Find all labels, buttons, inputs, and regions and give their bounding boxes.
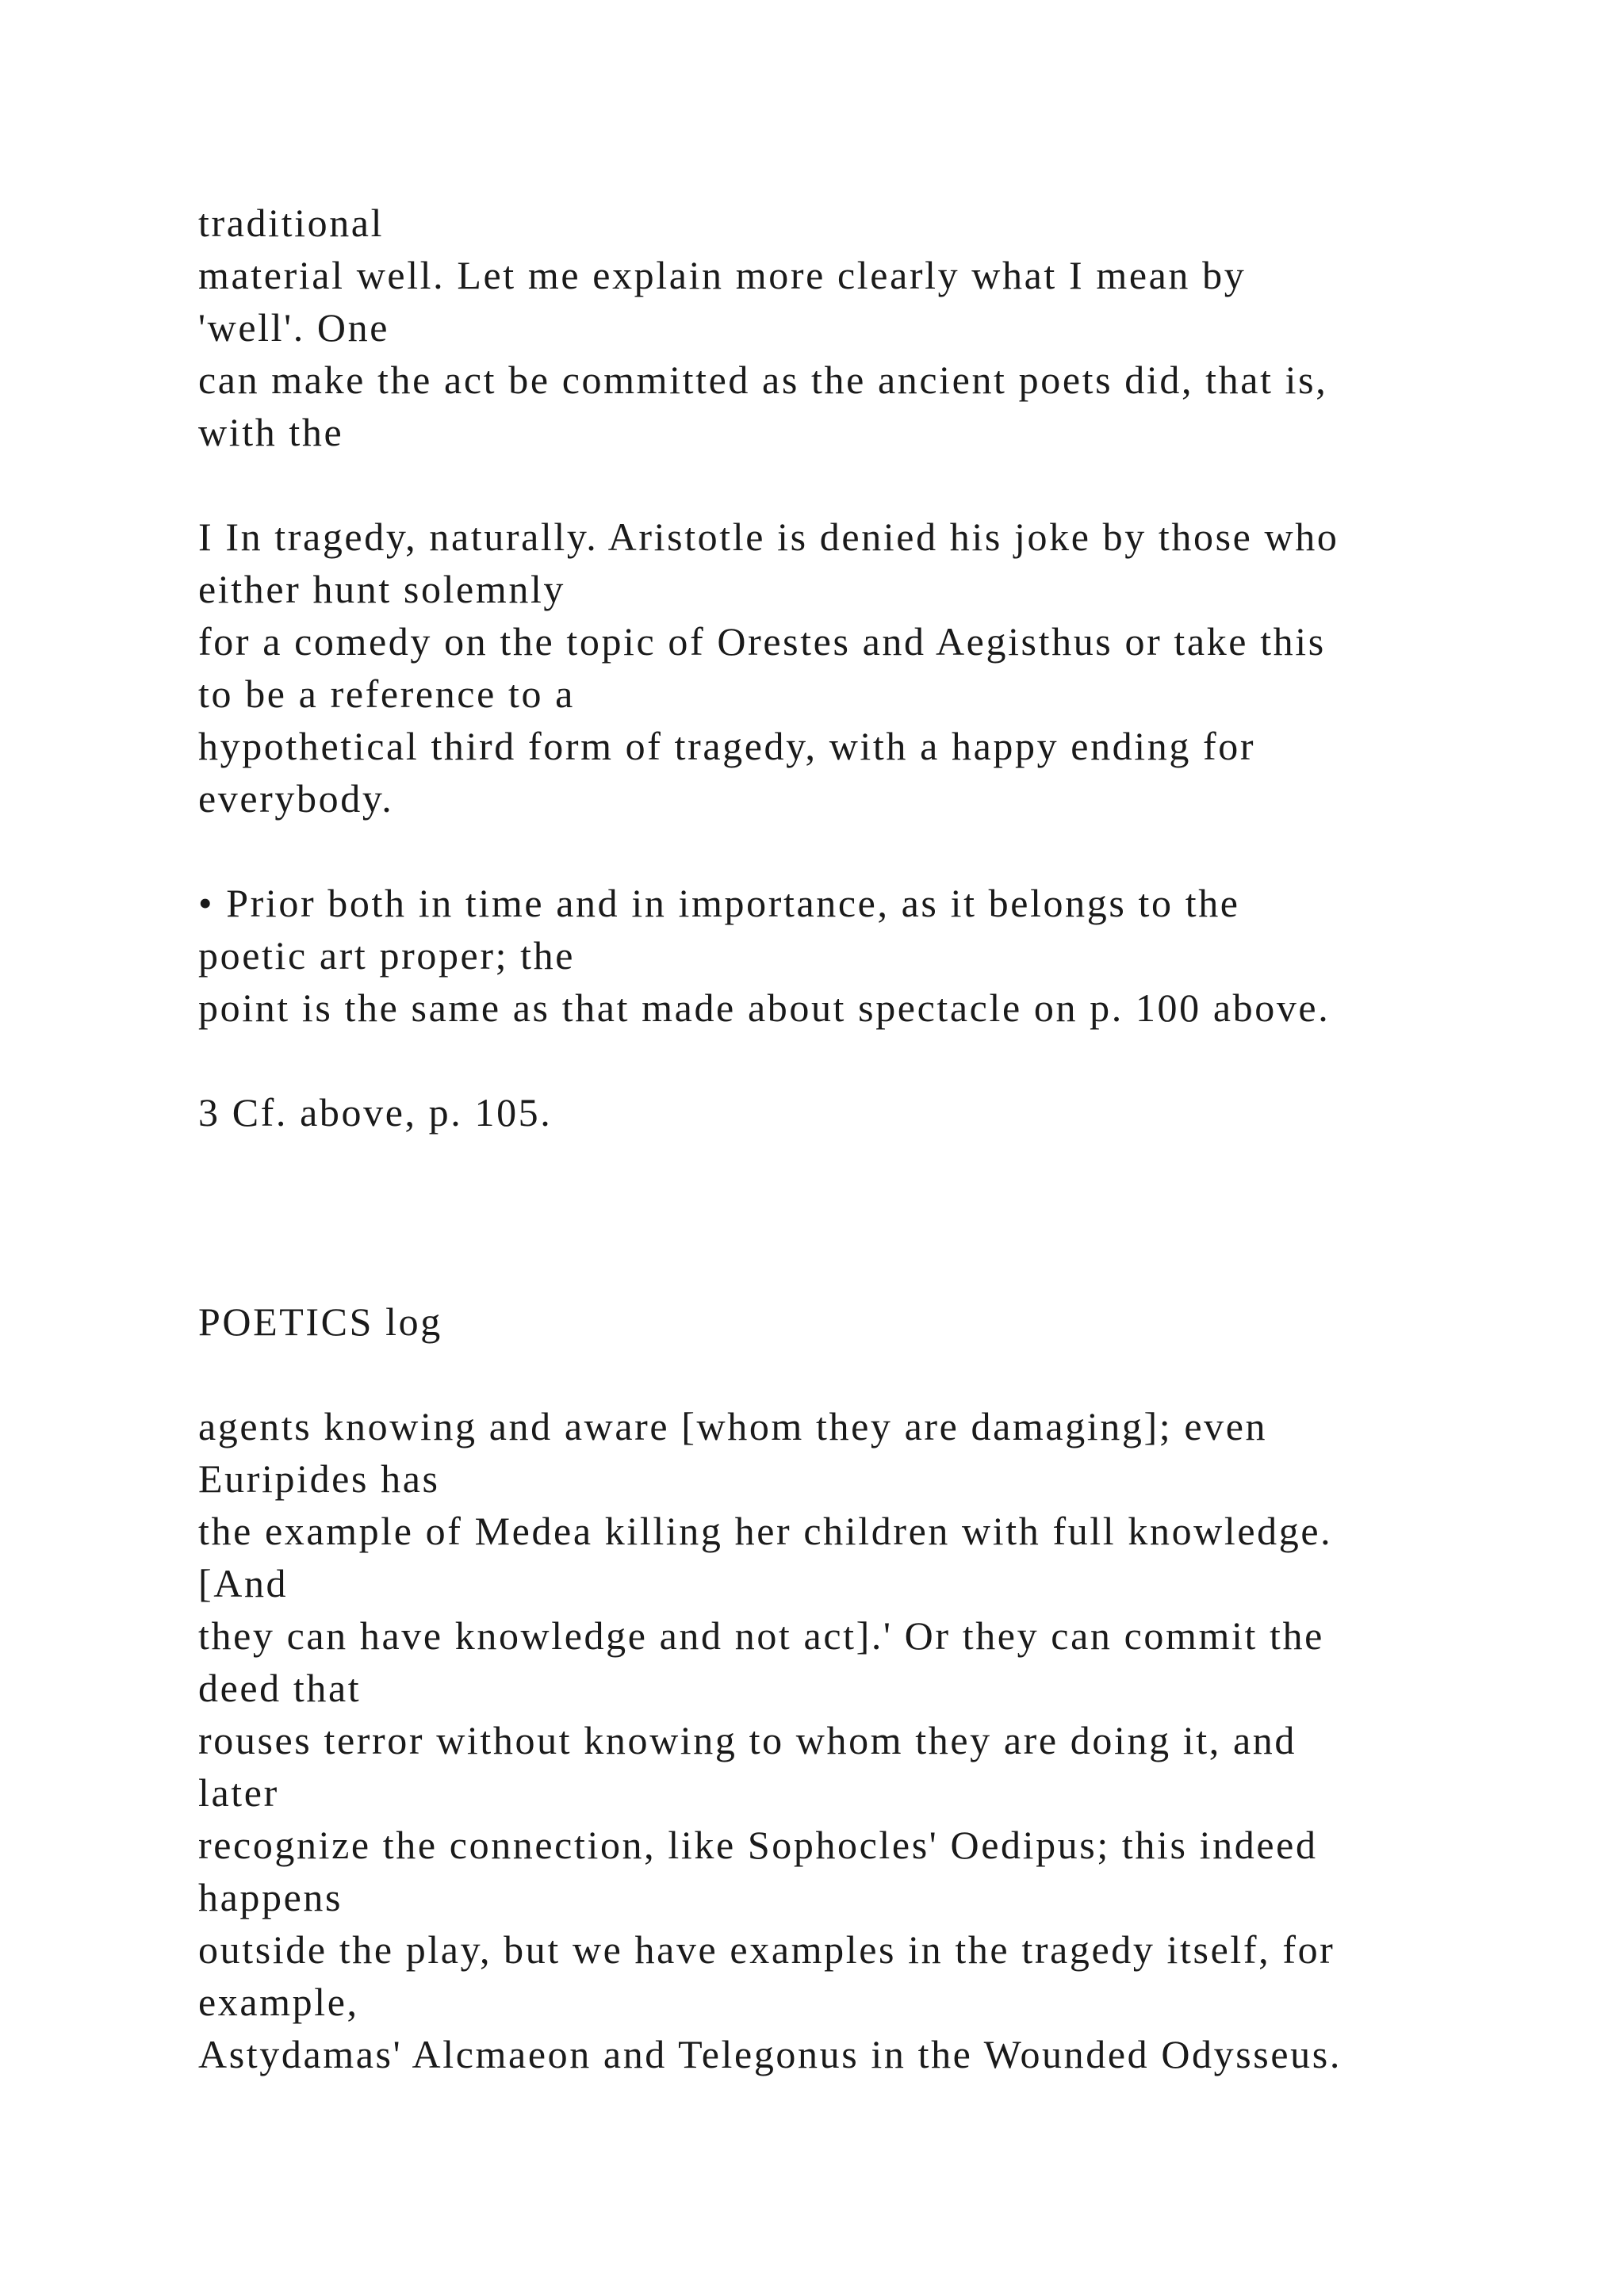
text-line: the example of Medea killing her children with full knowledge. [198,1509,1333,1553]
text-line: Euripides has [198,1456,440,1501]
footnote-line: I In tragedy, naturally. Aristotle is denied his joke by those who [198,515,1339,559]
text-line: later [198,1770,279,1815]
text-line: deed that [198,1666,362,1710]
text-line: material well. Let me explain more clearly what I mean by [198,253,1247,297]
text-line: outside the play, but we have examples in the tragedy itself, for [198,1927,1335,1972]
text-line: can make the act be committed as the ancient poets did, that is, [198,358,1328,402]
text-line: example, [198,1980,359,2024]
footnote-line: either hunt solemnly [198,567,566,611]
footnote-line: hypothetical third form of tragedy, with a happy ending for [198,724,1256,768]
footnote-line: point is the same as that made about spectacle on p. 100 above. [198,985,1331,1030]
text-line: happens [198,1875,343,1919]
footnote-line: to be a reference to a [198,672,575,716]
text-line: agents knowing and aware [whom they are damaging]; even [198,1404,1268,1448]
text-line: rouses terror without knowing to whom they are doing it, and [198,1718,1297,1762]
text-line: recognize the connection, like Sophocles' Oedipus; this indeed [198,1823,1318,1867]
footnote-line: for a comedy on the topic of Orestes and Aegisthus or take this [198,619,1326,664]
text-line: [And [198,1561,289,1605]
footnote-line: 3 Cf. above, p. 105. [198,1090,553,1135]
text-line: traditional [198,201,385,245]
footnote-line: everybody. [198,776,394,821]
text-line: 'well'. One [198,305,390,350]
text-line: they can have knowledge and not act].' Or they can commit the [198,1613,1324,1658]
text-line: Astydamas' Alcmaeon and Telegonus in the Wounded Odysseus. [198,2032,1342,2076]
footnote-line: poetic art proper; the [198,933,576,978]
footnote-line: • Prior both in time and in importance, as it belongs to the [198,881,1240,925]
text-line: with the [198,410,344,454]
running-header: POETICS log [198,1299,442,1344]
